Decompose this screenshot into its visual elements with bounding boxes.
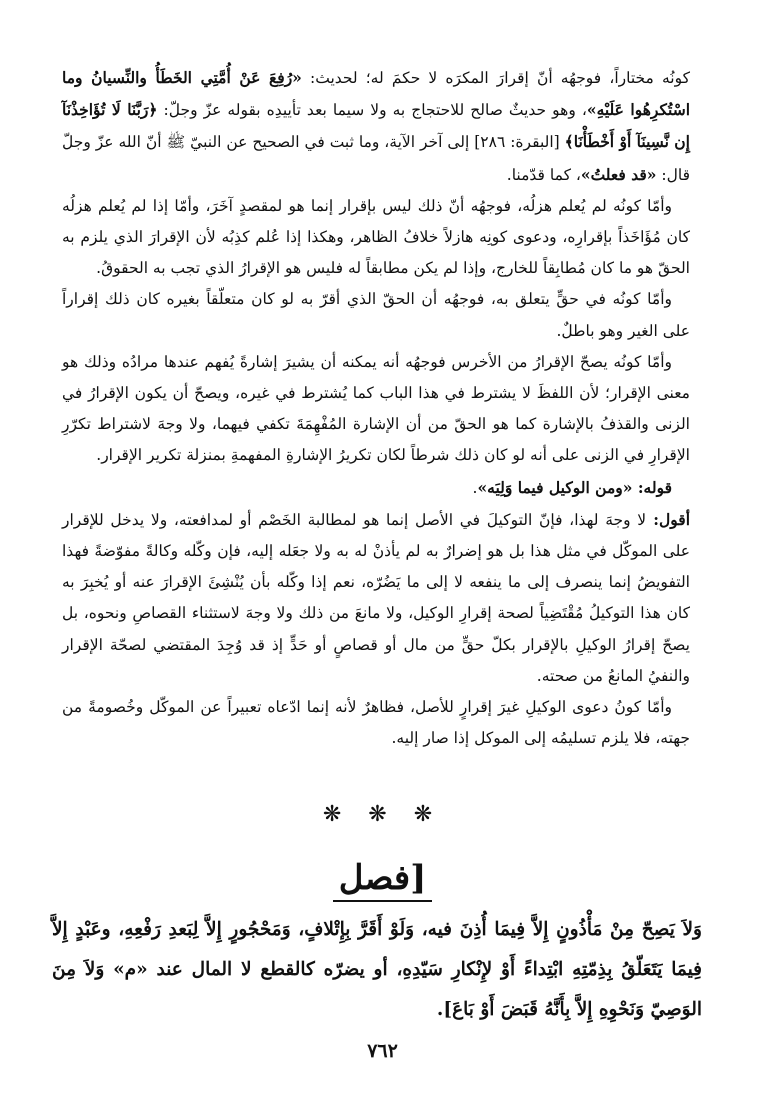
page-number: ٧٦٢ [367, 1040, 398, 1062]
body-text: لا وجهَ لهذا، فإنّ التوكيلَ في الأصل إنما هو لمطالبة الخَصْم أو لمدافعته، ولا يدخل للإقرار على الموكّل في مثل هذا بل هو إضرارٌ به لم يأذنْ له به ولا جعَله إليه، فإن وكّله وكالةً مفوّضةً فهذا التفويضُ إنما ينصرف إلى ما ينفعه لا إلى ما يَضُرّه، نعم إذا وكّله بأن يُنْشِئَ الإقرارَ عنه أو يُخبِرَ به كان هذا التوكيلُ مُقْتَضِياً لصحة إقرارِ الوكيل، ولا مانعَ من ذلك ولا وجهَ لاستثناء القصاصِ ونحوه، بل يصحّ إقرارُ الوكيلِ بالإقرار بكلّ حقٍّ من مال أو قصاصٍ أو حَدٍّ إذ قد وُجِدَ المقتضي لصحّة الإقرار والنفيُ المانعُ من صحته. [62, 510, 690, 685]
emphasized-text: «رُفِعَ عَنْ أُمَّتِي الخَطَأُ والنِّسيانُ وما اسْتُكرِهُوا عَلَيْهِ» [62, 68, 690, 120]
section-separator: ❋ ❋ ❋ [322, 802, 443, 827]
commentary-paragraph-p5 [62, 472, 690, 504]
commentary-paragraph-p2 [62, 191, 690, 285]
emphasized-text: «ومن الوكيل فيما وَلِيَه» [477, 477, 633, 497]
commentary-paragraph-p7 [62, 692, 690, 754]
commentary-paragraph-p4 [62, 347, 690, 472]
emphasized-text: «قد فعلتُ» [580, 164, 657, 184]
body-text: كونُه مختاراً، فوجهُه أنّ إقرارَ المكرَه لا حكمَ له؛ لحديث: [301, 69, 690, 87]
matn-text [52, 910, 702, 1030]
body-text: ، وهو حديثٌ صالح للاحتجاج به ولا سيما بعد تأييدِه بقوله عزّ وجلّ: [157, 101, 587, 120]
commentary-paragraph-p1 [62, 62, 690, 191]
section-heading: [فصل [333, 858, 433, 902]
emphasized-text: ﴿رَبَّنَا لَا تُؤَاخِذْنَآ إِن نَّسِينَآ أَوْ أَخْطَأْنَا﴾ [62, 100, 690, 152]
body-text: وأمّا كونُه لم يُعلم هزلُه، فوجهُه أنّ ذلك ليس بإقرار إنما هو لمقصدٍ آخَرَ، وأمّا إذا لم يُعلم هزلُه كان مُؤَاخَذاً بإقرارِه، ودعوى كونِه هازلاً خلافُ الظاهر، وهكذا إذا عُلم كذِبُه لأن الإقرارَ الذي يلزم به الحقّ هو ما كان مُطابِقاً للخارج، وإذا لم يكن مطابقاً له فليس هو الإقرارُ الذي تجب به الحقوقُ. [62, 196, 690, 278]
body-text: . [472, 478, 478, 497]
emphasized-text: أقول: [646, 509, 690, 529]
body-text: ، كما قدّمنا. [506, 165, 581, 184]
emphasized-text: قوله: [632, 477, 672, 497]
commentary-paragraph-p3 [62, 284, 690, 346]
commentary-paragraph-p6 [62, 504, 690, 692]
body-text: وأمّا كونُه يصحّ الإقرارُ من الأخرس فوجهُه أنه يمكنه أن يشيرَ إشارةً يُفهم عندها مرادُه وذلك هو معنى الإقرار؛ لأن اللفظَ لا يشترط في هذا الباب كما يُشترط في غيره، ويصحّ أن يكون الإقرارُ في الزنى والقذفُ بالإشارة كما هو الحقّ من أن الإشارة المُفْهِمَةَ تكفي فيهما، ولا وجهَ لاشتراط تكرّرِ الإقرارِ في الزنى على أنه لو كان ذلك شرطاً لكان تكريرُ الإشارةِ المفهمةِ بمنزلة تكرير الإقرار. [62, 352, 690, 465]
section-heading-wrap [0, 858, 765, 902]
commentary-text [62, 62, 690, 754]
body-text: وأمّا كونُ دعوى الوكيلِ غيرَ إقرارٍ للأصل، فظاهرٌ لأنه إنما ادّعاه تعبيراً عن الموكّل وخُصومةً من جهته، فلا يلزم تسليمُه إلى الموكل إذا صار إليه. [62, 698, 690, 748]
body-text: [البقرة: ٢٨٦] إلى آخر الآية، وما ثبت في الصحيح عن النبيّ ﷺ أنّ الله عزّ وجلّ قال: [62, 133, 690, 184]
body-text: وأمّا كونُه في حقٍّ يتعلق به، فوجهُه أن الحقّ الذي أقرّ به لو كان متعلّقاً بغيره كان ذلك إقراراً على الغير وهو باطلٌ. [62, 290, 690, 340]
matn-paragraph: وَلاَ يَصِحّ مِنْ مَأْذُونٍ إِلاَّ فِيمَا أُذِنَ فيه، وَلَوْ أَقَرَّ بِإِتْلافٍ، وَمَحْجُورٍ إِلاَّ لِبَعدِ رَفْعِهِ، وعَبْدٍ إِلاَّ فِيمَا يَتَعَلّقُ بِذِمّتِهِ ابْتِداءً أَوْ لإِنْكارِ سَيّدِهِ، أو يضرّه كالقطع لا المال عند «م» وَلاَ مِنَ الوَصِيّ وَنَحْوِهِ إِلاَّ بِأَنَّهُ قَبَضَ أَوْ بَاعَ]. [52, 919, 702, 1020]
